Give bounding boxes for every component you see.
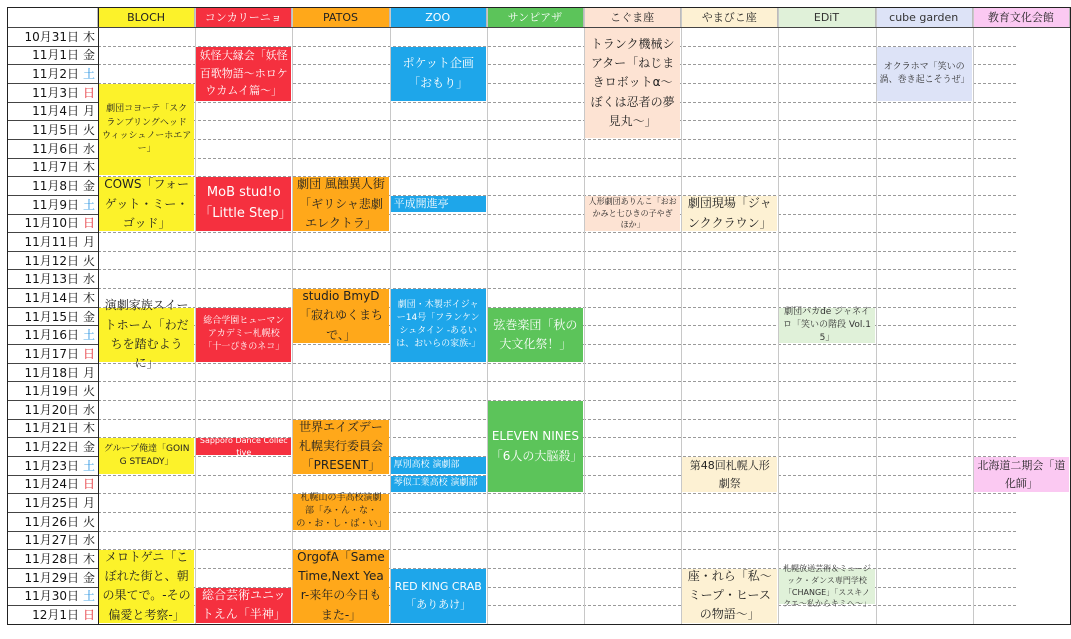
row-divider (98, 139, 1016, 140)
venue-header: BLOCH (98, 7, 195, 27)
date-text: 11月11日 (24, 234, 79, 249)
weekday-text: 月 (82, 234, 95, 249)
date-text: 11月21日 (24, 421, 79, 436)
event-block[interactable]: 琴似工業高校 演劇部 (391, 476, 486, 493)
date-label (7, 363, 97, 382)
date-text: 11月12日 (24, 253, 79, 268)
event-block[interactable]: MoB stud!o「Little Step」 (196, 177, 291, 231)
venue-header: サンピアザ (487, 7, 584, 27)
row-divider (98, 232, 1016, 233)
weekday-text: 木 (82, 160, 95, 175)
row-divider (98, 363, 1016, 364)
date-label (7, 158, 97, 177)
event-block[interactable]: 劇団コヨーテ「スクランブリングヘッドウィッシュノーホエアー」 (99, 84, 194, 175)
weekday-text: 金 (82, 570, 95, 585)
event-block[interactable]: メロトゲニ「こぼれた街と、朝の果てで。-その偏愛と考察-」 (99, 550, 194, 623)
weekday-text: 月 (82, 496, 95, 511)
date-label (7, 251, 97, 270)
date-text: 11月16日 (24, 328, 79, 343)
weekday-text: 金 (82, 309, 95, 324)
weekday-text: 土 (82, 589, 95, 604)
event-block[interactable]: 演劇家族スイートホーム「わだちを踏むように」 (99, 308, 194, 362)
weekday-text: 月 (82, 365, 95, 380)
date-text: 11月17日 (24, 346, 79, 361)
weekday-text: 金 (82, 440, 95, 455)
row-divider (98, 568, 1016, 569)
event-block[interactable]: ELEVEN NINES「6人の大脳殺」 (488, 401, 583, 492)
weekday-text: 土 (82, 197, 95, 212)
venue-header: PATOS (292, 7, 389, 27)
weekday-text: 日 (82, 216, 95, 231)
event-block[interactable]: 平成開進亭 (391, 196, 486, 213)
date-label (7, 288, 97, 307)
column-divider (973, 7, 974, 624)
date-text: 11月14日 (24, 290, 79, 305)
weekday-text: 土 (82, 67, 95, 82)
weekday-text: 火 (82, 123, 95, 138)
event-block[interactable]: 第48回札幌人形劇祭 (682, 457, 777, 492)
date-text: 11月5日 (32, 123, 79, 138)
weekday-text: 月 (82, 104, 95, 119)
weekday-text: 火 (82, 253, 95, 268)
weekday-text: 水 (82, 402, 95, 417)
column-divider (681, 7, 682, 624)
event-block[interactable]: 世界エイズデー札幌実行委員会「PRESENT」 (293, 420, 388, 474)
date-text: 11月27日 (24, 533, 79, 548)
date-label (7, 195, 97, 214)
date-text: 11月3日 (32, 85, 79, 100)
venue-header: やまびこ座 (681, 7, 778, 27)
weekday-text: 木 (82, 421, 95, 436)
row-divider (98, 269, 1016, 270)
event-block[interactable]: ポケット企画「おもり」 (391, 47, 486, 101)
date-text: 11月4日 (32, 104, 79, 119)
date-label (7, 549, 97, 568)
date-label (7, 605, 97, 624)
date-label (7, 475, 97, 494)
venue-header: cube garden (876, 7, 973, 27)
date-label (7, 214, 97, 233)
date-text: 10月31日 (24, 29, 79, 44)
weekday-text: 日 (82, 607, 95, 622)
row-divider (98, 251, 1016, 252)
event-block[interactable]: 妖怪大縁会「妖怪百歌物語～ホロケウカムイ篇～」 (196, 47, 291, 101)
date-text: 11月19日 (24, 384, 79, 399)
column-divider (778, 7, 779, 624)
venue-header: こぐま座 (584, 7, 681, 27)
weekday-text: 水 (82, 141, 95, 156)
row-divider (98, 288, 1016, 289)
date-label (7, 120, 97, 139)
event-block[interactable]: 総合芸術ユニットえん「半神」 (196, 588, 291, 623)
date-text: 11月13日 (24, 272, 79, 287)
date-label (7, 232, 97, 251)
event-block[interactable]: 北海道二期会「道化師」 (974, 457, 1069, 492)
date-text: 11月18日 (24, 365, 79, 380)
weekday-text: 水 (82, 272, 95, 287)
column-divider (390, 7, 391, 624)
header-divider (7, 27, 1070, 28)
row-divider (98, 120, 1016, 121)
column-divider (292, 7, 293, 624)
date-text: 11月23日 (24, 458, 79, 473)
date-label (7, 27, 97, 46)
weekday-text: 木 (82, 290, 95, 305)
date-label (7, 437, 97, 456)
venue-header: ZOO (390, 7, 487, 27)
date-label (7, 531, 97, 550)
date-label (7, 269, 97, 288)
venue-header: コンカリーニョ (195, 7, 292, 27)
weekday-text: 火 (82, 384, 95, 399)
event-block[interactable]: 劇団パカde ジャネイロ「笑いの階段 Vol.15」 (779, 308, 874, 343)
event-block[interactable]: Sapporo Dance Collective (196, 438, 291, 455)
row-divider (98, 512, 1016, 513)
event-block[interactable]: 弦巻楽団「秋の大文化祭！」 (488, 308, 583, 362)
date-text: 11月26日 (24, 514, 79, 529)
date-label (7, 325, 97, 344)
event-block[interactable]: トランク機械シアター「ねじまきロボットα～ぼくは忍者の夢見丸～」 (585, 28, 680, 138)
column-divider (98, 7, 99, 624)
date-text: 11月9日 (32, 197, 79, 212)
event-block[interactable]: オクラホマ「笑いの渦、巻き起こそうぜ」 (877, 47, 972, 101)
event-block[interactable]: COWS「フォーゲット・ミー・ゴッド」 (99, 177, 194, 231)
event-block[interactable]: 人形劇団ありんこ「おおかみと七ひきの子やぎ ほか」 (585, 196, 680, 231)
date-label (7, 344, 97, 363)
date-label (7, 64, 97, 83)
date-label (7, 102, 97, 121)
event-block[interactable]: 札幌山の手高校演劇部「み・ん・な・の・お・し・ば・い」 (293, 494, 388, 529)
event-block[interactable]: OrgofA「Same Time,Next Year-来年の今日もまた-」 (293, 550, 388, 623)
date-text: 11月20日 (24, 402, 79, 417)
date-text: 11月29日 (24, 570, 79, 585)
corner-cell (7, 7, 98, 27)
date-label (7, 139, 97, 158)
event-block[interactable]: 厚別高校 演劇部 (391, 457, 486, 474)
row-divider (98, 381, 1016, 382)
date-label (7, 83, 97, 102)
column-divider (487, 7, 488, 624)
date-label (7, 456, 97, 475)
weekday-text: 日 (82, 477, 95, 492)
date-label (7, 381, 97, 400)
event-block[interactable]: 劇団 風蝕異人街「ギリシャ悲劇エレクトラ」 (293, 177, 388, 231)
weekday-text: 火 (82, 514, 95, 529)
date-label (7, 400, 97, 419)
column-divider (195, 7, 196, 624)
date-text: 11月25日 (24, 496, 79, 511)
weekday-text: 土 (82, 328, 95, 343)
date-label (7, 176, 97, 195)
date-text: 11月7日 (32, 160, 79, 175)
date-text: 12月1日 (32, 607, 79, 622)
event-block[interactable]: グループ俺達「GOING STEADY」 (99, 438, 194, 473)
date-label (7, 419, 97, 438)
date-text: 11月24日 (24, 477, 79, 492)
row-divider (98, 531, 1016, 532)
date-label (7, 512, 97, 531)
weekday-text: 金 (82, 48, 95, 63)
weekday-text: 日 (82, 346, 95, 361)
date-label (7, 307, 97, 326)
date-label (7, 46, 97, 65)
date-label (7, 493, 97, 512)
row-divider (98, 102, 1016, 103)
venue-header: 教育文化会館 (973, 7, 1070, 27)
column-divider (7, 7, 8, 624)
date-text: 11月22日 (24, 440, 79, 455)
date-text: 11月30日 (24, 589, 79, 604)
event-block[interactable]: studio BmyD「寂れゆくまちで、」 (293, 289, 388, 343)
event-block[interactable]: RED KING CRAB「ありあけ」 (391, 569, 486, 623)
weekday-text: 日 (82, 85, 95, 100)
date-text: 11月8日 (32, 179, 79, 193)
row-divider (98, 493, 1016, 494)
event-block[interactable]: 劇団現場「ジャンククラウン」 (682, 196, 777, 231)
weekday-text: 木 (82, 29, 95, 44)
date-text: 11月6日 (32, 141, 79, 156)
event-block[interactable]: 札幌放送芸術＆ミュージック・ダンス専門学校「CHANGE」「ススキノクエ～私からキミへ～」 (779, 569, 874, 604)
weekday-text: 土 (82, 458, 95, 473)
date-text: 11月10日 (24, 216, 79, 231)
column-divider (584, 7, 585, 624)
event-block[interactable]: 座・れら「私～ミープ・ヒース の物語～」 (682, 569, 777, 623)
row-divider (98, 549, 1016, 550)
date-label (7, 587, 97, 606)
date-text: 11月1日 (32, 48, 79, 63)
weekday-text: 木 (82, 552, 95, 566)
date-text: 11月28日 (24, 552, 79, 566)
weekday-text: 水 (82, 533, 95, 548)
column-divider (876, 7, 877, 624)
date-text: 11月15日 (24, 309, 79, 324)
date-text: 11月2日 (32, 67, 79, 82)
event-block[interactable]: 総合学園ヒューマンアカデミー札幌校「十一ぴきのネコ」 (196, 308, 291, 362)
venue-header: EDiT (778, 7, 875, 27)
weekday-text: 金 (82, 179, 95, 193)
event-block[interactable]: 劇団・木製ボイジャー14号「フランケンシュタイン -あるいは、おいらの家族-」 (391, 289, 486, 362)
row-divider (98, 158, 1016, 159)
date-label (7, 568, 97, 587)
